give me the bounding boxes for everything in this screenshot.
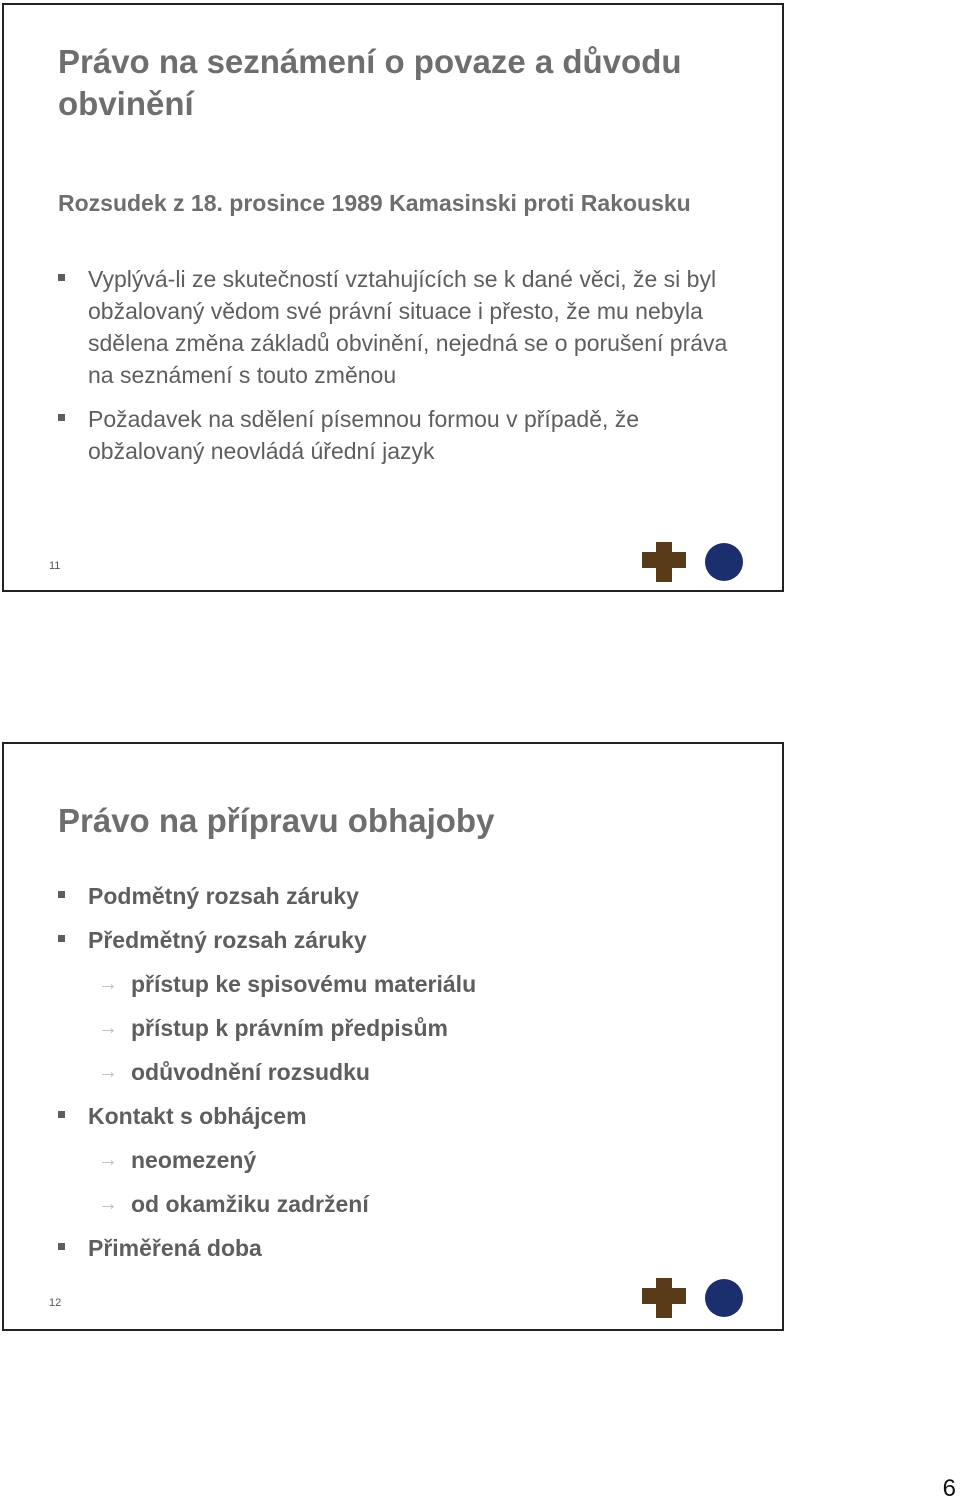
circle-icon	[705, 1279, 743, 1317]
sub-bullet-text: přístup ke spisovému materiálu	[131, 971, 477, 997]
sub-bullet-text: neomezený	[131, 1147, 257, 1173]
institution-logo-icon	[638, 538, 748, 586]
circle-icon	[705, 543, 743, 581]
bullet-text: Přiměřená doba	[88, 1235, 262, 1261]
arrow-right-icon: →	[98, 1061, 118, 1083]
bullet-text: Předmětný rozsah záruky	[88, 927, 367, 953]
bullet-item	[58, 880, 758, 912]
arrow-right-icon: →	[98, 1017, 118, 1039]
case-reference: Rozsudek z 18. prosince 1989 Kamasinski proti Rakousku	[58, 190, 691, 216]
bullet-text: Požadavek na sdělení písemnou formou v případě, že obžalovaný neovládá úřední jazyk	[88, 406, 640, 464]
bullet-item	[58, 403, 758, 467]
sub-bullet-text: přístup k právním předpisům	[131, 1015, 448, 1041]
cross-icon	[642, 542, 686, 582]
institution-logo-icon	[638, 1274, 748, 1322]
slide-number: 12	[49, 1297, 62, 1309]
square-bullet-icon	[58, 1111, 65, 1118]
sub-bullet-text: odůvodnění rozsudku	[131, 1059, 370, 1085]
slide-12	[2, 742, 784, 1331]
sub-bullet-item	[98, 1188, 758, 1220]
slide-title: Právo na přípravu obhajoby	[58, 802, 495, 839]
square-bullet-icon	[58, 414, 65, 421]
arrow-right-icon: →	[98, 1193, 118, 1215]
square-bullet-icon	[58, 935, 65, 942]
sub-bullet-item	[98, 1012, 758, 1044]
bullet-item	[58, 1100, 758, 1132]
slide-title: Právo na seznámení o povaze a důvodu obvinění	[58, 43, 682, 122]
bullet-item	[58, 924, 758, 956]
bullet-text: Kontakt s obhájcem	[88, 1103, 307, 1129]
square-bullet-icon	[58, 891, 65, 898]
bullet-item	[58, 263, 758, 391]
sub-bullet-text: od okamžiku zadržení	[131, 1191, 369, 1217]
arrow-right-icon: →	[98, 1149, 118, 1171]
cross-icon	[642, 1278, 686, 1318]
slide-number: 11	[49, 560, 61, 572]
page-number: 6	[942, 1475, 956, 1502]
bullet-text: Podmětný rozsah záruky	[88, 883, 359, 909]
bullet-item	[58, 1232, 758, 1264]
sub-bullet-item	[98, 1144, 758, 1176]
sub-bullet-item	[98, 968, 758, 1000]
square-bullet-icon	[58, 274, 65, 281]
arrow-right-icon: →	[98, 973, 118, 995]
bullet-text: Vyplývá-li ze skutečností vztahujících se k dané věci, že si byl obžalovaný vědom své právní situace i přesto, že mu nebyla sdělena změna základů obvinění, nejedná se o porušení práva na seznámení s touto změnou	[88, 266, 728, 388]
square-bullet-icon	[58, 1243, 65, 1250]
sub-bullet-item	[98, 1056, 758, 1088]
slide-11	[2, 3, 784, 592]
